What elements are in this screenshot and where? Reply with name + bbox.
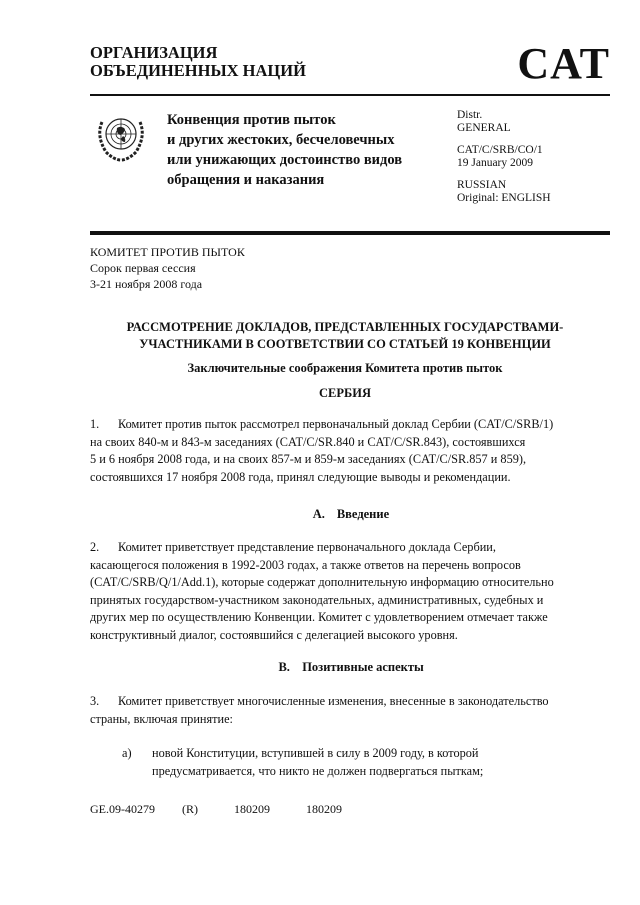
title-line: РАССМОТРЕНИЕ ДОКЛАДОВ, ПРЕДСТАВЛЕННЫХ ГОСУДАРСТВАМИ-	[126, 320, 564, 334]
paragraph-line: Комитет против пыток рассмотрел первоначальный доклад Сербии (CAT/C/SRB/1)	[118, 417, 554, 431]
paragraph-1	[90, 416, 590, 486]
paragraph-line: касающегося положения в 1992-2003 годах, а также ответов на перечень вопросов	[90, 557, 521, 572]
paragraph-2	[90, 539, 590, 645]
distr-value: GENERAL	[457, 122, 511, 134]
document-subtitle: Заключительные соображения Комитета против пыток	[187, 361, 503, 375]
list-item-line: предусматривается, что никто не должен подвергаться пыткам;	[152, 763, 484, 778]
org-line-1: ОРГАНИЗАЦИЯ	[90, 43, 218, 62]
list-item-line: новой Конституции, вступившей в силу в 2009 году, в которой	[152, 746, 479, 760]
section-heading-a	[90, 507, 600, 522]
paragraph-line: других мер по осуществлению Конвенции. Комитет с удовлетворением отмечает также	[90, 610, 548, 625]
paragraph-line: страны, включая принятие:	[90, 711, 233, 726]
document-title	[90, 319, 600, 353]
divider-thick	[90, 231, 610, 235]
document-series-symbol: CAT	[517, 39, 610, 88]
divider-thin	[90, 94, 610, 96]
committee-name: КОМИТЕТ ПРОТИВ ПЫТОК	[90, 245, 245, 259]
distribution-info	[457, 109, 551, 214]
paragraph-line: Комитет приветствует представление первоначального доклада Сербии,	[118, 540, 496, 554]
paragraph-line: 5 и 6 ноября 2008 года, и на своих 857-м и 859-м заседаниях (CAT/C/SR.857 и 859),	[90, 452, 527, 467]
un-emblem-icon	[92, 110, 150, 162]
section-number: A.	[312, 507, 325, 521]
section-heading-b	[90, 660, 600, 675]
convention-line: или унижающих достоинство видов	[167, 152, 403, 168]
section-title: Введение	[336, 507, 390, 521]
committee-session: Сорок первая сессия	[90, 261, 196, 275]
convention-line: и других жестоких, бесчеловечных	[167, 132, 395, 148]
section-number: B.	[278, 660, 290, 674]
convention-line: обращения и наказания	[167, 172, 325, 188]
original-language: Original: ENGLISH	[457, 192, 551, 204]
paragraph-3	[90, 693, 590, 728]
paragraph-number: 2.	[90, 540, 100, 554]
paragraph-number: 3.	[90, 694, 100, 708]
list-item-a	[122, 745, 592, 780]
committee-dates: 3-21 ноября 2008 года	[90, 277, 203, 291]
org-line-2: ОБЪЕДИНЕННЫХ НАЦИЙ	[90, 61, 306, 80]
paragraph-line: принятых государством-участником законодательных, административных, судебных и	[90, 592, 544, 607]
paragraph-line: на своих 840-м и 843-м заседаниях (CAT/C/SR.840 и CAT/C/SR.843), состоявшихся	[90, 434, 526, 449]
list-item-label: a)	[122, 746, 132, 760]
document-symbol: CAT/C/SRB/CO/1	[457, 144, 543, 156]
paragraph-line: конструктивный диалог, состоявшийся с делегацией высокого уровня.	[90, 627, 458, 642]
organization-name	[90, 44, 306, 80]
paragraph-number: 1.	[90, 417, 100, 431]
committee-info	[90, 244, 245, 292]
convention-title	[167, 110, 402, 190]
distr-label: Distr.	[457, 109, 483, 121]
country-heading: СЕРБИЯ	[318, 386, 371, 400]
title-line: УЧАСТНИКАМИ В СООТВЕТСТВИИ СО СТАТЬЕЙ 19 КОНВЕНЦИИ	[139, 337, 551, 351]
document-language: RUSSIAN	[457, 179, 507, 191]
paragraph-line: (CAT/C/SRB/Q/1/Add.1), которые содержат дополнительную информацию относительно	[90, 575, 554, 590]
paragraph-line: состоявшихся 17 ноября 2008 года, принял следующие выводы и рекомендации.	[90, 469, 511, 484]
document-footer-code: GE.09-40279 (R) 180209 180209	[90, 802, 342, 816]
section-title: Позитивные аспекты	[302, 660, 424, 674]
paragraph-line: Комитет приветствует многочисленные изменения, внесенные в законодательство	[118, 694, 549, 708]
convention-line: Конвенция против пыток	[167, 112, 336, 128]
document-date: 19 January 2009	[457, 157, 534, 169]
